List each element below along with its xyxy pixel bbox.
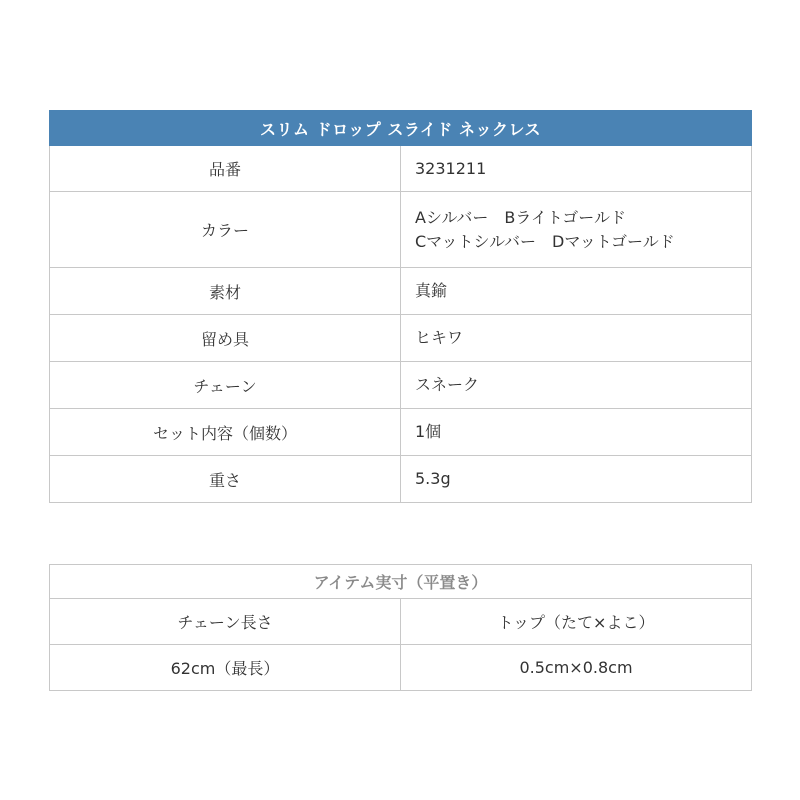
spec-label: セット内容（個数）	[50, 409, 401, 456]
spec-value	[401, 268, 752, 315]
spec-value	[401, 456, 752, 503]
size-title-row	[50, 565, 752, 599]
spec-value-line: 3231211	[415, 158, 487, 178]
spec-row-clasp	[50, 315, 752, 362]
spec-row-weight	[50, 456, 752, 503]
size-value-row	[50, 645, 752, 691]
size-table-title: アイテム実寸（平置き）	[50, 565, 752, 599]
size-header-row	[50, 599, 752, 645]
spec-label: チェーン	[50, 362, 401, 409]
spec-row-chain	[50, 362, 752, 409]
spec-value	[401, 146, 752, 192]
spec-row-material	[50, 268, 752, 315]
spec-value-line: スネーク	[415, 375, 480, 394]
spec-value	[401, 409, 752, 456]
spec-value-line: 5.3g	[415, 469, 451, 488]
spec-label: 素材	[50, 268, 401, 315]
spec-label: 品番	[50, 146, 401, 192]
spec-title-row	[50, 111, 752, 146]
spec-value	[401, 315, 752, 362]
size-header-top-dimensions: トップ（たて×よこ）	[401, 599, 752, 645]
spec-value-line: Aシルバー Bライトゴールド	[415, 207, 626, 227]
spec-value-line: 1個	[415, 422, 442, 441]
size-value-chain-length: 62cm（最長）	[50, 645, 401, 691]
spec-value	[401, 362, 752, 409]
spec-table-title: スリム ドロップ スライド ネックレス	[50, 111, 752, 146]
size-value-top-dimensions: 0.5cm×0.8cm	[401, 645, 752, 691]
spec-row-color	[50, 192, 752, 268]
spec-label: 留め具	[50, 315, 401, 362]
size-header-chain-length: チェーン長さ	[50, 599, 401, 645]
item-size-table	[49, 564, 752, 691]
spec-row-set-contents	[50, 409, 752, 456]
spec-value-line: ヒキワ	[415, 328, 464, 347]
spec-row-product-number	[50, 146, 752, 192]
product-spec-table	[49, 110, 752, 503]
spec-value-line: 真鍮	[415, 281, 448, 300]
spec-label: 重さ	[50, 456, 401, 503]
spec-label: カラー	[50, 192, 401, 268]
spec-value	[401, 192, 752, 268]
spec-value-line: Cマットシルバー Dマットゴールド	[415, 231, 675, 251]
